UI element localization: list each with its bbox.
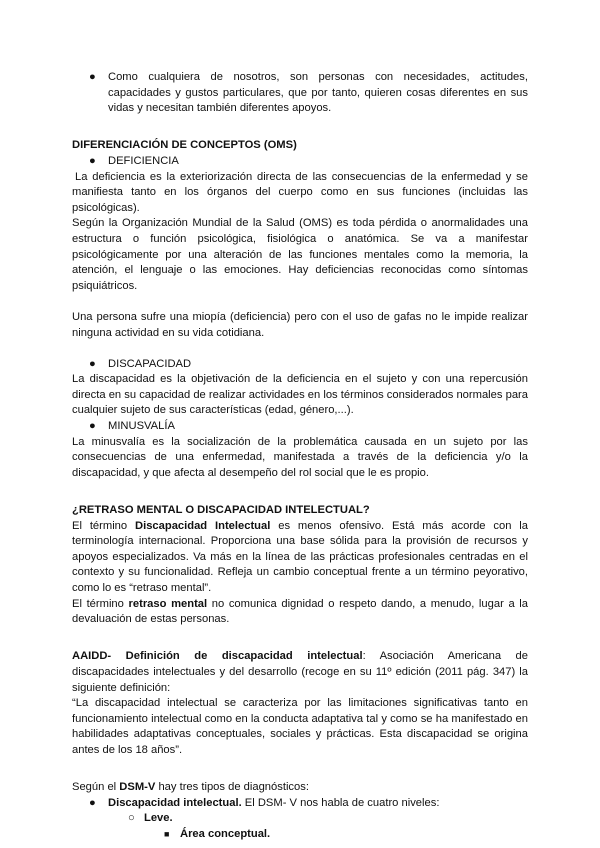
text-run: es menos ofensivo. Está más acorde con la terminología internacional. Proporciona una base sólida para la provisión de recursos y apoyos especializados. Va más en la línea de las prácticas profesionales centradas en el contexto y su funcionalidad. Refleja un cambio conceptual frente a un término peyorativo, como lo es “retraso mental”. (72, 519, 529, 594)
minusvalia-paragraph: La minusvalía es la socialización de la problemática causada en un sujeto por las consecuencias de una enfermedad, manifestada a través de la deficiencia y/o la discapacidad, y que afecta al desempeño del rol social que le es propio. (72, 435, 528, 479)
intro-bullet-item (72, 70, 528, 117)
dsm-item-discapacidad-intelectual (72, 796, 528, 812)
text-run: hay tres tipos de diagnósticos: (155, 781, 309, 794)
text-run: Según el (72, 781, 120, 794)
bold-term: AAIDD- Definición de discapacidad intelectual (72, 650, 363, 663)
discapacidad-label: DISCAPACIDAD (108, 357, 192, 370)
bullet-disc: ● (89, 357, 96, 370)
deficiencia-example: Una persona sufre una miopía (deficiencia) pero con el uso de gafas no le impide realizar ninguna actividad en su vida cotidiana. (72, 310, 528, 339)
aaidd-paragraph (72, 649, 528, 696)
section-heading-retraso: ¿RETRASO MENTAL O DISCAPACIDAD INTELECTUAL? (72, 504, 370, 517)
section-heading-diferenciacion: DIFERENCIACIÓN DE CONCEPTOS (OMS) (72, 139, 297, 152)
dsm-area-conceptual (72, 827, 528, 843)
dsm-intro (72, 780, 528, 796)
bullet-minusvalia (72, 419, 528, 435)
bullet-circle: ○ (128, 812, 135, 825)
deficiencia-paragraph-2: Según la Organización Mundial de la Salud (OMS) es toda pérdida o anormalidades una estructura o función psicológica, fisiológica o anatómica. Se va a manifestar psicológicamente por una alteración de las funciones mentales como la memoria, la atención, el lenguaje o las emociones. Hay deficiencias reconocidas como síntomas psiquiátricos. (72, 217, 528, 292)
bullet-discapacidad (72, 357, 528, 373)
dsm-level-leve (72, 811, 528, 827)
bullet-disc: ● (89, 154, 96, 167)
bullet-disc: ● (89, 420, 96, 433)
bullet-deficiencia (72, 154, 528, 170)
deficiencia-paragraph-1: La deficiencia es la exteriorización directa de las consecuencias de la enfermedad y se manifiesta tanto en los órganos del cuerpo como en sus funciones (incluidas las psicológicas). (72, 170, 528, 214)
bold-term: DSM-V (119, 781, 156, 794)
minusvalia-label: MINUSVALÍA (108, 420, 175, 433)
text-run: El término (72, 597, 129, 610)
text-run: El DSM- V nos habla de cuatro niveles: (241, 796, 440, 809)
text-run: : Asociación Americana de discapacidades intelectuales y del desarrollo (recoge en su 11º edición (2011 pág. 347) la siguiente definición: (72, 650, 528, 694)
intro-bullet-text: Como cualquiera de nosotros, son personas con necesidades, actitudes, capacidades y gustos particulares, que por tanto, quieren cosas diferentes en sus vidas y necesitan también diferentes apoyos. (108, 71, 528, 115)
retraso-paragraph-1 (72, 519, 528, 597)
deficiencia-label: DEFICIENCIA (108, 154, 179, 167)
bold-term: Discapacidad intelectual. (108, 796, 242, 809)
area-label: Área conceptual. (180, 827, 271, 840)
document-body (72, 70, 528, 843)
text-run: no comunica dignidad o respeto dando, a menudo, lugar a la devaluación de estas personas. (72, 597, 528, 626)
retraso-paragraph-2 (72, 597, 528, 628)
bullet-disc: ● (89, 71, 96, 83)
aaidd-quote: “La discapacidad intelectual se caracteriza por las limitaciones significativas tanto en funcionamiento intelectual como en la conducta adaptativa tal y como se ha manifestado en habilidades adaptativas conceptuales, sociales y prácticas. Esta discapacidad se origina antes de los 18 años”. (72, 697, 528, 756)
bold-term: retraso mental (128, 597, 208, 610)
text-run: El término (72, 519, 136, 532)
level-label: Leve. (144, 812, 173, 825)
bullet-square: ■ (164, 828, 170, 839)
bold-term: Discapacidad Intelectual (135, 519, 271, 532)
bullet-disc: ● (89, 796, 96, 809)
discapacidad-paragraph: La discapacidad es la objetivación de la deficiencia en el sujeto y con una repercusión directa en su capacidad de realizar actividades en los términos considerados normales para cualquier sujeto de sus características (edad, género,...). (72, 373, 528, 417)
